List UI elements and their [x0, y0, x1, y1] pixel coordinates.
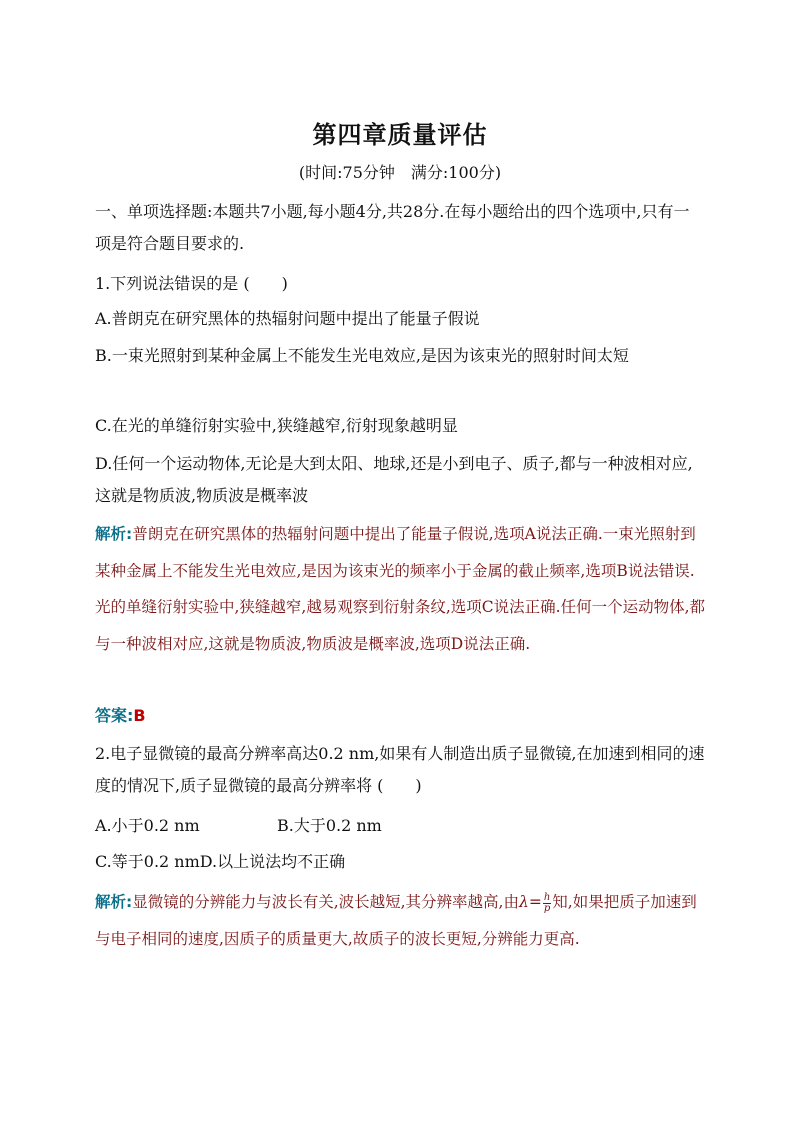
- analysis-text-post: 知,如果把质子加速到与电子相同的速度,因质子的质量更大,故质子的波长更短,分辨能力更高.: [95, 893, 697, 948]
- question-2-stem: 2.电子显微镜的最高分辨率高达0.2 nm,如果有人制造出质子显微镜,在加速到相同的速度的情况下,质子显微镜的最高分辨率将 ( ): [95, 744, 705, 795]
- question-2-option-a: A.小于0.2 nm: [95, 816, 200, 835]
- question-2-analysis: [95, 884, 705, 957]
- question-2-option-b: B.大于0.2 nm: [277, 816, 382, 835]
- question-1-analysis: [95, 516, 705, 662]
- section-intro: 一、单项选择题:本题共7小题,每小题4分,共28分.在每小题给出的四个选项中,只有一项是符合题目要求的.: [95, 202, 690, 253]
- analysis-label: 解析:: [95, 893, 133, 911]
- question-1-option-b: B.一束光照射到某种金属上不能发生光电效应,是因为该束光的照射时间太短: [95, 346, 629, 365]
- analysis-text: 普朗克在研究黑体的热辐射问题中提出了能量子假说,选项A说法正确.一束光照射到某种金属上不能发生光电效应,是因为该束光的频率小于金属的截止频率,选项B说法错误.光的单缝衍射实验中,狭缝越窄,越易观察到衍射条纹,选项C说法正确.任何一个运动物体,都与一种波相对应,这就是物质波,物质波是概率波,选项D说法正确.: [95, 525, 705, 653]
- question-1-option-a: A.普朗克在研究黑体的热辐射问题中提出了能量子假说: [95, 309, 480, 328]
- answer-label: 答案:: [95, 706, 134, 725]
- answer-value: B: [133, 706, 146, 725]
- formula-lambda: λ=: [519, 893, 542, 911]
- question-2-option-c: C.等于0.2 nm: [95, 852, 200, 871]
- analysis-label: 解析:: [95, 525, 133, 543]
- question-1-answer: [95, 700, 705, 732]
- formula-numerator: h: [543, 891, 551, 903]
- question-2-options-row-2: [95, 846, 705, 878]
- formula-fraction: [543, 893, 551, 914]
- question-2-options-row-1: [95, 810, 705, 842]
- question-1-option-c: C.在光的单缝衍射实验中,狭缝越窄,衍射现象越明显: [95, 416, 458, 435]
- page-title: 第四章质量评估: [312, 121, 488, 149]
- question-1-stem: 1.下列说法错误的是 ( ): [95, 274, 288, 293]
- analysis-text-pre: 显微镜的分辨能力与波长有关,波长越短,其分辨率越高,由: [132, 893, 519, 911]
- question-1-option-d: D.任何一个运动物体,无论是大到太阳、地球,还是小到电子、质子,都与一种波相对应,这就是物质波,物质波是概率波: [95, 454, 693, 505]
- exam-time-score: (时间:75分钟 满分:100分): [298, 163, 502, 182]
- question-2-option-d: D.以上说法均不正确: [199, 852, 346, 871]
- formula-denominator: p: [543, 902, 551, 914]
